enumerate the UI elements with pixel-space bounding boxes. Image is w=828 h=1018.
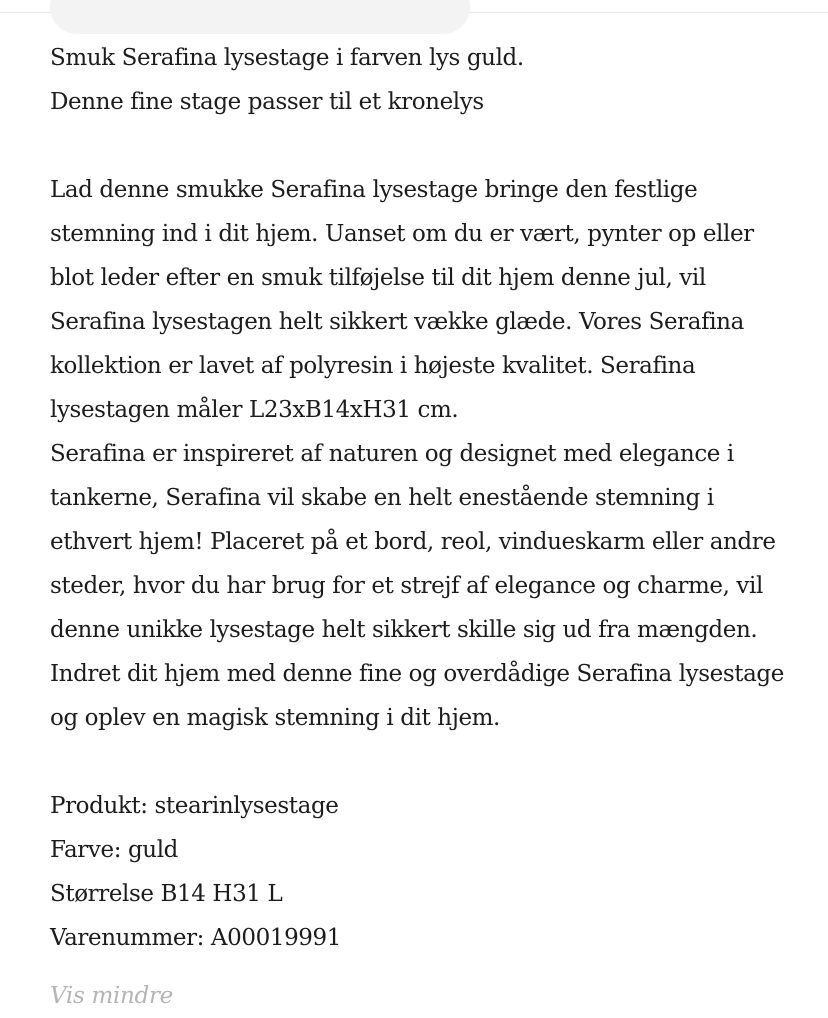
top-pill-button[interactable] [50, 0, 470, 34]
intro-line-2: Denne fine stage passer til et kronelys [50, 89, 484, 115]
description-paragraph-1: Lad denne smukke Serafina lysestage bringe den festlige stemning ind i dit hjem. Uanset om du er vært, pynter op eller blot leder efter en smuk tilføjelse til dit hjem denne jul, vil Serafina lysestagen helt sikkert vække glæde. Vores Serafina kollektion er lavet af polyresin i højeste kvalitet. Serafina lysestagen måler L23xB14xH31 cm. [50, 177, 754, 423]
spacer [50, 124, 785, 168]
spec-size: Størrelse B14 H31 L [50, 881, 283, 907]
show-less-link[interactable]: Vis mindre [50, 983, 173, 1009]
spec-item-number: Varenummer: A00019991 [50, 925, 342, 951]
spacer [50, 740, 785, 784]
product-description [50, 36, 785, 960]
intro-line-1: Smuk Serafina lysestage i farven lys guld. [50, 45, 524, 71]
spec-color: Farve: guld [50, 837, 178, 863]
spec-product: Produkt: stearinlysestage [50, 793, 339, 819]
description-paragraph-2: Serafina er inspireret af naturen og designet med elegance i tankerne, Serafina vil skabe en helt enestående stemning i ethvert hjem! Placeret på et bord, reol, vindueskarm eller andre steder, hvor du har brug for et strejf af elegance og charme, vil denne unikke lysestage helt sikkert skille sig ud fra mængden. Indret dit hjem med denne fine og overdådige Serafina lysestage og oplev en magisk stemning i dit hjem. [50, 441, 784, 731]
